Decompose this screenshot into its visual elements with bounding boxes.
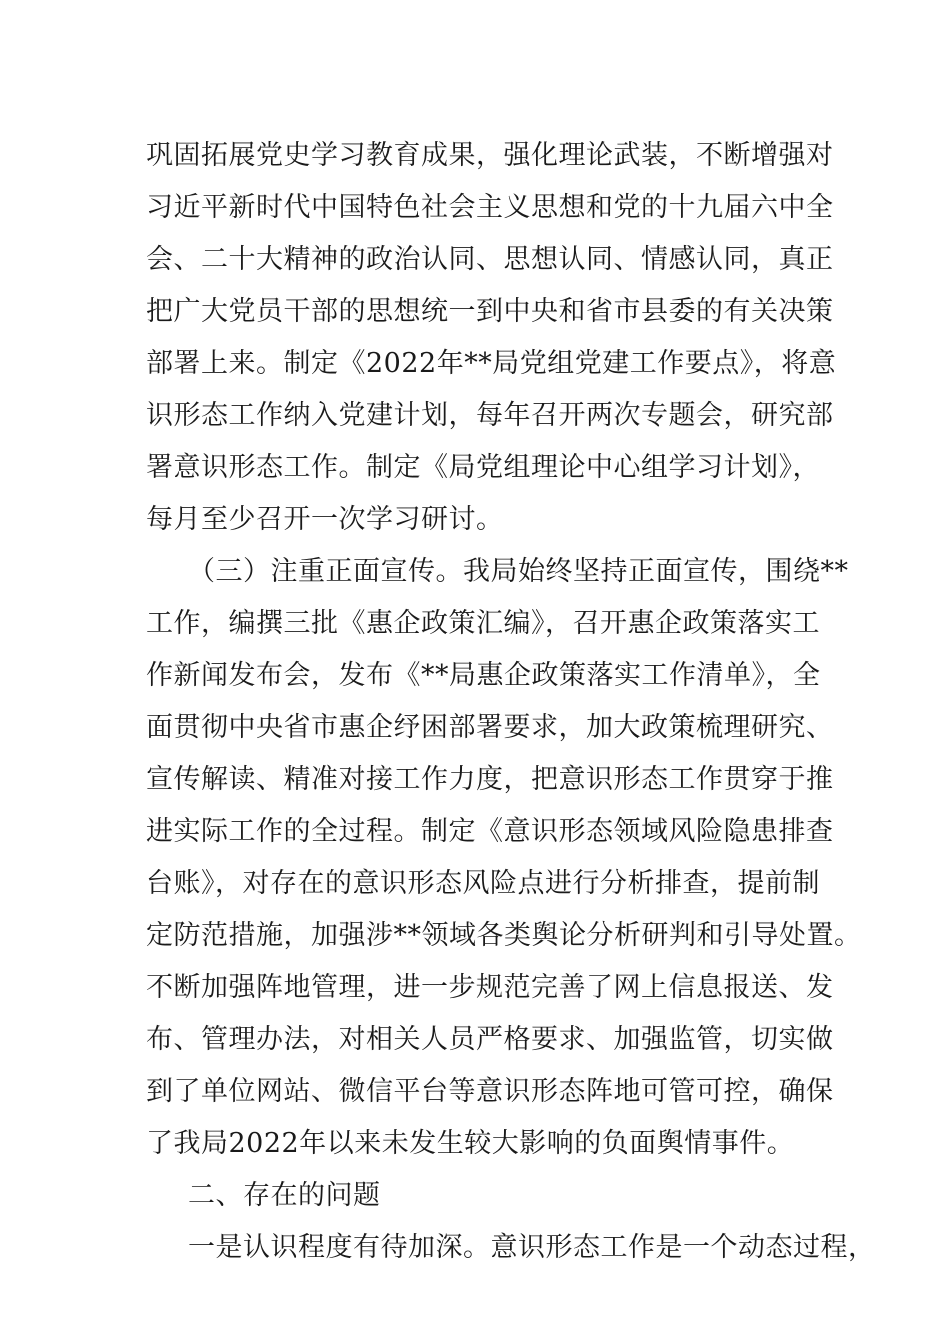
text-line-10: 工作，编撰三批《惠企政策汇编》，召开惠企政策落实工 <box>146 608 820 639</box>
text-line-11: 作新闻发布会，发布《**局惠企政策落实工作清单》，全 <box>146 660 821 691</box>
text-line-1: 巩固拓展党史学习教育成果，强化理论武装，不断增强对 <box>146 140 834 171</box>
section-heading-problems: 二、存在的问题 <box>188 1180 381 1211</box>
text-line-19: 到了单位网站、微信平台等意识形态阵地可管可控，确保 <box>146 1076 834 1107</box>
text-line-22: 一是认识程度有待加深。意识形态工作是一个动态过程， <box>188 1232 876 1263</box>
section-3-heading-line: （三）注重正面宣传。我局始终坚持正面宣传，围绕** <box>188 556 849 587</box>
text-line-5: 部署上来。制定《2022年**局党组党建工作要点》，将意 <box>146 348 837 379</box>
text-line-18: 布、管理办法，对相关人员严格要求、加强监管，切实做 <box>146 1024 834 1055</box>
text-line-14: 进实际工作的全过程。制定《意识形态领域风险隐患排查 <box>146 816 834 847</box>
text-line-17: 不断加强阵地管理，进一步规范完善了网上信息报送、发 <box>146 972 834 1003</box>
text-line-16: 定防范措施，加强涉**领域各类舆论分析研判和引导处置。 <box>146 920 862 951</box>
text-line-6: 识形态工作纳入党建计划，每年召开两次专题会，研究部 <box>146 400 834 431</box>
text-line-4: 把广大党员干部的思想统一到中央和省市县委的有关决策 <box>146 296 834 327</box>
text-line-13: 宣传解读、精准对接工作力度，把意识形态工作贯穿于推 <box>146 764 834 795</box>
text-line-8: 每月至少召开一次学习研讨。 <box>146 504 504 535</box>
text-line-12: 面贯彻中央省市惠企纾困部署要求，加大政策梳理研究、 <box>146 712 834 743</box>
text-line-3: 会、二十大精神的政治认同、思想认同、情感认同，真正 <box>146 244 834 275</box>
text-line-15: 台账》，对存在的意识形态风险点进行分析排查，提前制 <box>146 868 820 899</box>
text-line-7: 署意识形态工作。制定《局党组理论中心组学习计划》， <box>146 452 820 483</box>
text-line-2: 习近平新时代中国特色社会主义思想和党的十九届六中全 <box>146 192 834 223</box>
text-line-20: 了我局2022年以来未发生较大影响的负面舆情事件。 <box>146 1128 795 1159</box>
